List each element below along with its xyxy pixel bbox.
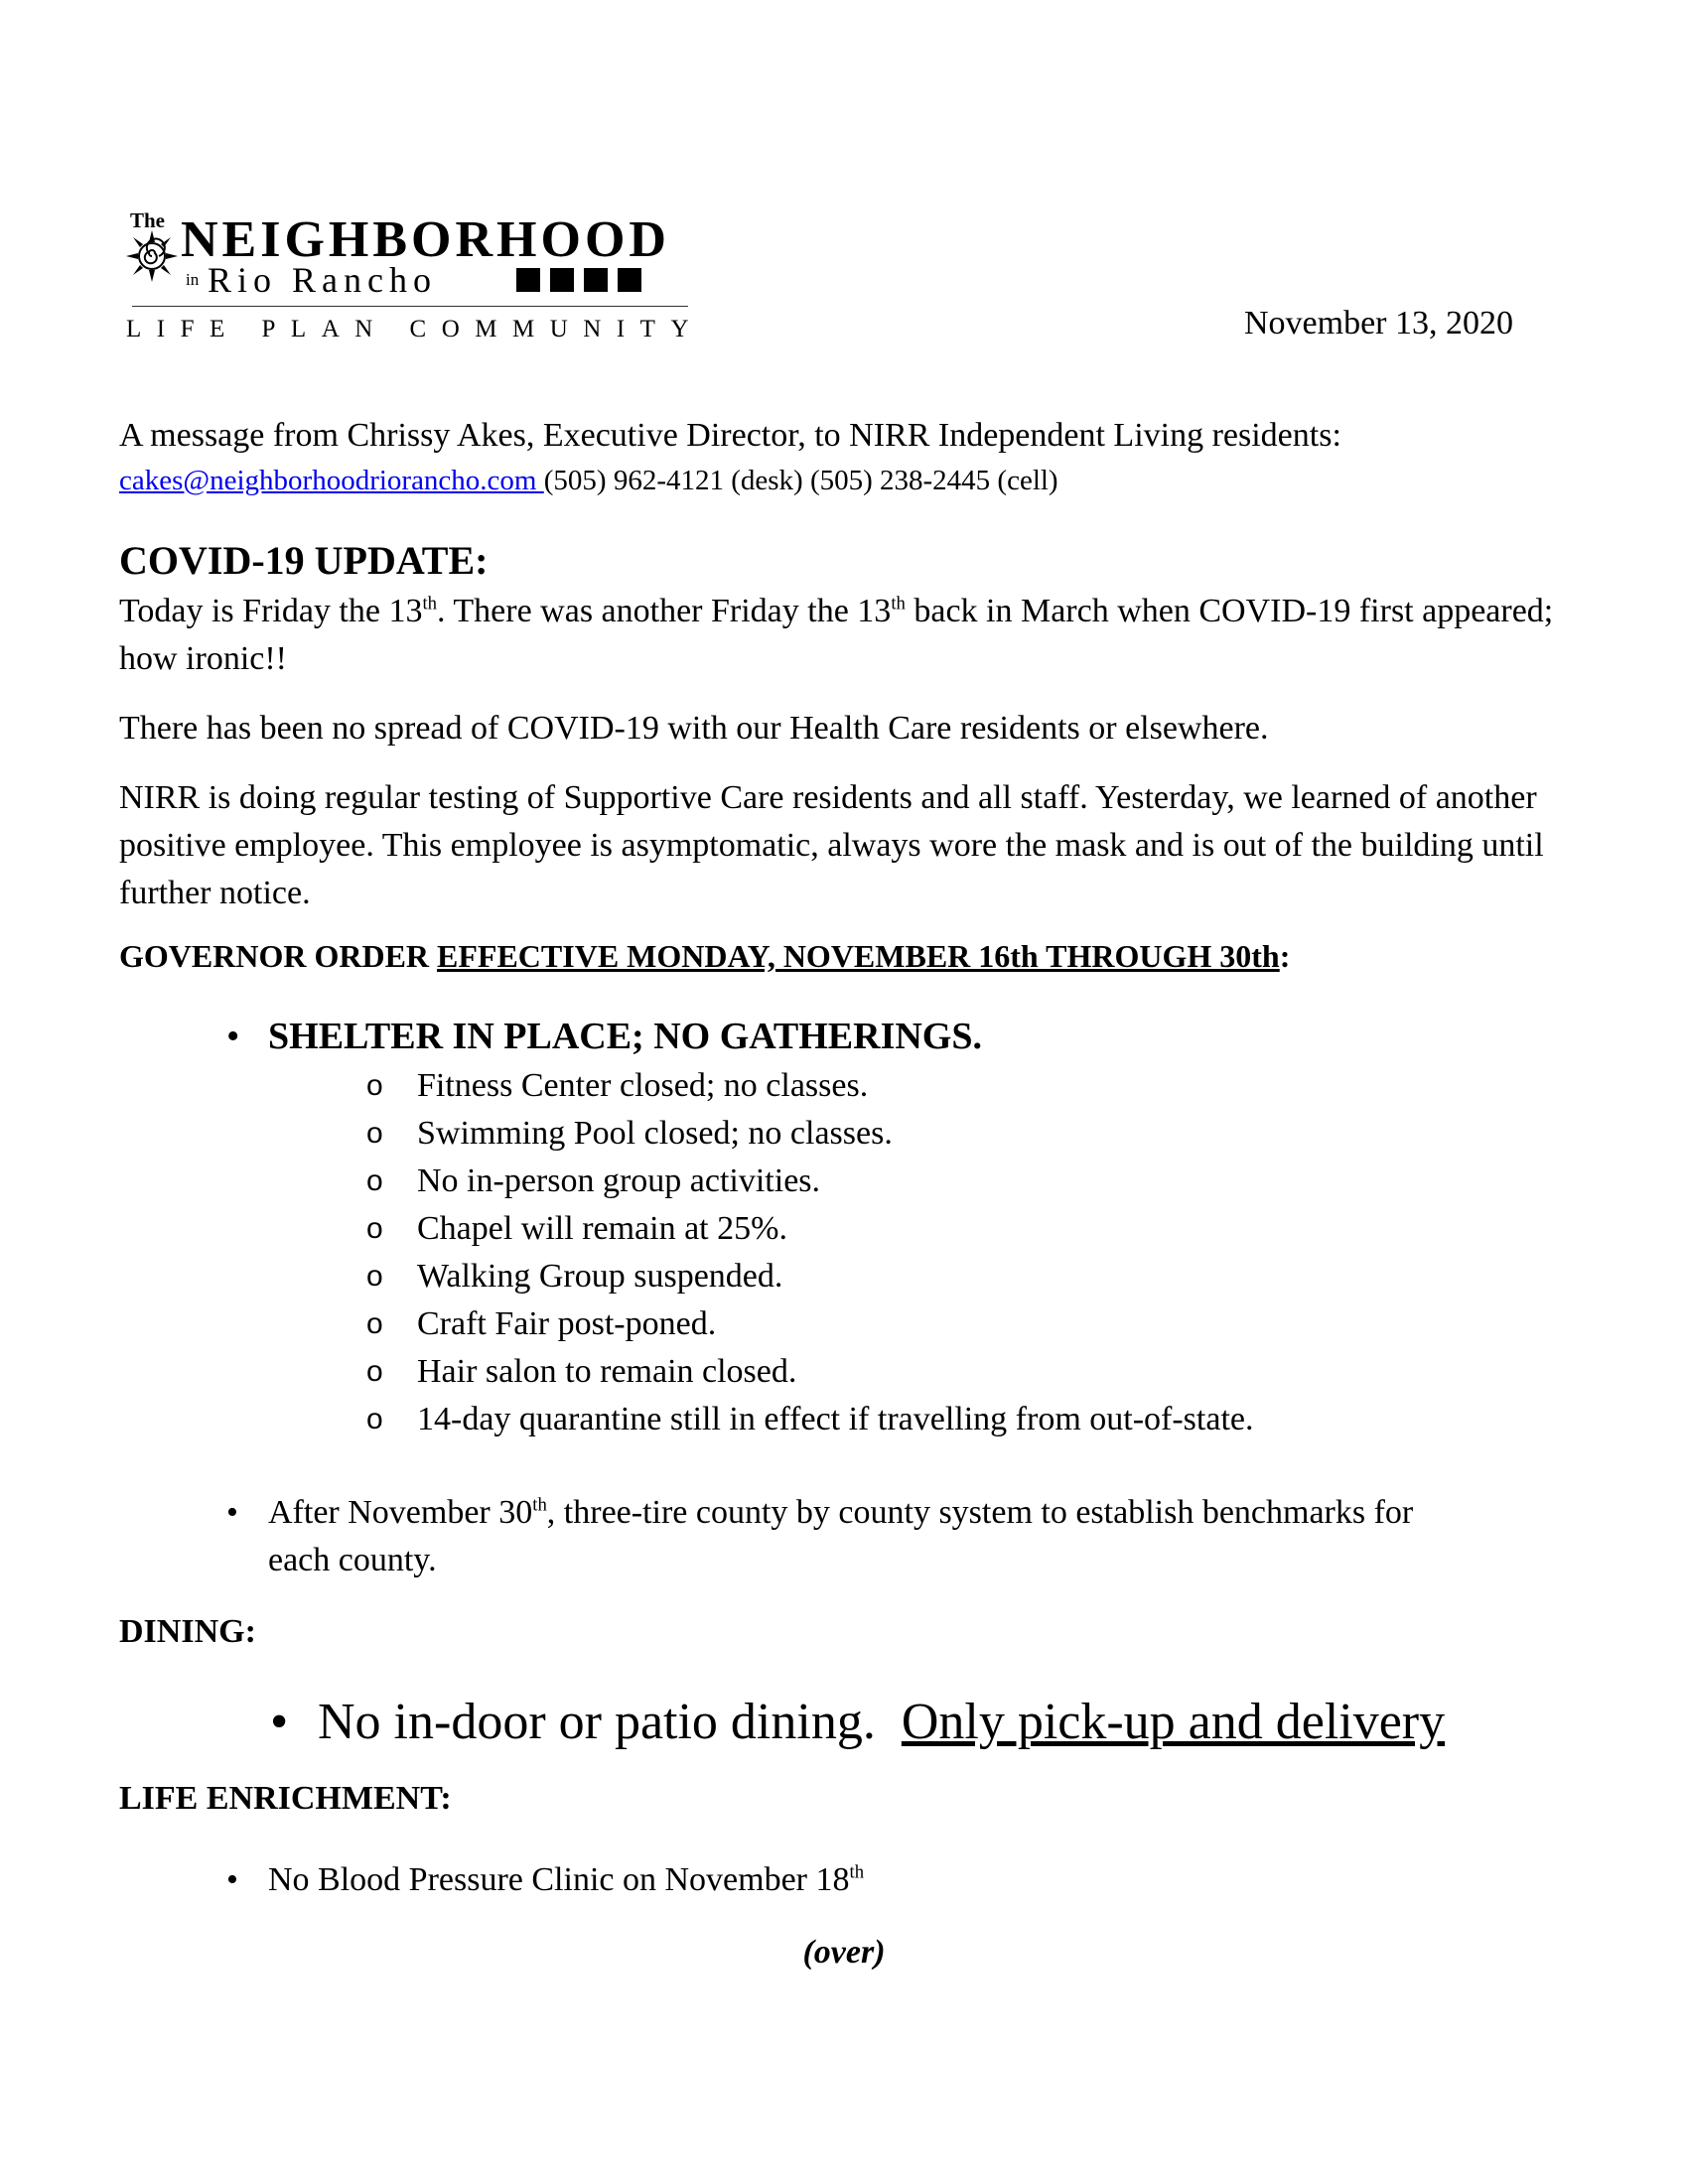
- circle-bullet-icon: o: [366, 1212, 383, 1245]
- contact-line: [119, 457, 1569, 504]
- list-item: [366, 1300, 717, 1348]
- dining-bullet: [270, 1688, 1446, 1757]
- list-item-text: Craft Fair post-poned.: [417, 1305, 717, 1342]
- list-item-text: Swimming Pool closed; no classes.: [417, 1115, 893, 1152]
- circle-bullet-icon: o: [366, 1355, 383, 1388]
- governor-heading-colon: :: [1279, 938, 1291, 974]
- list-item: [366, 1062, 869, 1110]
- list-item: [366, 1396, 1254, 1443]
- phone-numbers: (505) 962-4121 (desk) (505) 238-2445 (cell): [543, 465, 1058, 496]
- covid-p1-sup-2: th: [891, 593, 906, 614]
- list-item-text: No in-person group activities.: [417, 1162, 821, 1199]
- list-item: [366, 1110, 893, 1158]
- covid-p1-part-c: back in March when COVID-19 first appeared; how ironic!!: [119, 593, 1554, 677]
- governor-heading-part-a: GOVERNOR ORDER: [119, 938, 438, 974]
- covid-p1-part-b: . There was another Friday the 13: [437, 593, 892, 629]
- letter-date: November 13, 2020: [1243, 305, 1513, 341]
- covid-paragraph-3: NIRR is doing regular testing of Supportive Care residents and all staff. Yesterday, we learned of another positive employee. This employee is asymptomatic, always wore the mask and is out of the building until further notice.: [119, 779, 1544, 911]
- dining-pickup-delivery-text: Only pick-up and delivery: [901, 1694, 1446, 1750]
- list-item: [366, 1205, 787, 1253]
- blood-pressure-text: No Blood Pressure Clinic on November 18: [268, 1861, 850, 1898]
- covid-heading: COVID-19 UPDATE:: [119, 538, 489, 583]
- logo-place-text: Rio Rancho: [208, 260, 437, 300]
- after-november-bullet: [226, 1489, 1460, 1584]
- dining-text: No in-door or patio dining.: [318, 1694, 902, 1750]
- list-item: [366, 1348, 797, 1396]
- blood-pressure-bullet: [226, 1856, 865, 1904]
- list-item-text: Hair salon to remain closed.: [417, 1353, 797, 1390]
- circle-bullet-icon: o: [366, 1307, 383, 1340]
- blood-pressure-sup: th: [849, 1861, 865, 1883]
- sun-spiral-logo-icon: [124, 228, 180, 284]
- over-page-note: (over): [802, 1934, 886, 1971]
- bullet-dot-icon: •: [270, 1694, 289, 1750]
- dining-heading: DINING:: [119, 1613, 256, 1650]
- list-item: [366, 1253, 783, 1300]
- list-item-text: Fitness Center closed; no classes.: [417, 1067, 869, 1104]
- logo-divider: [132, 306, 688, 307]
- logo-squares-decoration: [516, 268, 641, 292]
- after-text-part-b: , three-tire county by county system to establish benchmarks for each county.: [268, 1494, 1414, 1578]
- governor-order-heading: [119, 938, 1290, 975]
- covid-p1-part-a: Today is Friday the 13: [119, 593, 423, 629]
- shelter-in-place-bullet: [226, 1013, 982, 1060]
- organization-logo: [124, 208, 704, 347]
- covid-p1-sup-1: th: [422, 593, 438, 614]
- list-item-text: Chapel will remain at 25%.: [417, 1210, 787, 1247]
- list-item-text: 14-day quarantine still in effect if travelling from out-of-state.: [417, 1401, 1254, 1437]
- list-item: [366, 1158, 821, 1205]
- email-link[interactable]: cakes@neighborhoodriorancho.com: [119, 465, 544, 496]
- circle-bullet-icon: o: [366, 1260, 383, 1293]
- covid-paragraph-1: [119, 588, 1569, 683]
- covid-paragraph-2: There has been no spread of COVID-19 with our Health Care residents or elsewhere.: [119, 710, 1269, 747]
- logo-name-text: NEIGHBORHOOD: [181, 211, 670, 268]
- logo-the-text: The: [130, 208, 166, 232]
- governor-heading-effective-dates: EFFECTIVE MONDAY, NOVEMBER 16th THROUGH 30th: [437, 938, 1280, 974]
- bullet-dot-icon: •: [226, 1016, 240, 1057]
- life-enrichment-heading: LIFE ENRICHMENT:: [119, 1780, 452, 1817]
- logo-tagline: LIFE PLAN COMMUNITY: [126, 316, 704, 342]
- circle-bullet-icon: o: [366, 1069, 383, 1102]
- circle-bullet-icon: o: [366, 1117, 383, 1150]
- circle-bullet-icon: o: [366, 1164, 383, 1197]
- intro-line: A message from Chrissy Akes, Executive Director, to NIRR Independent Living residents:: [119, 417, 1341, 454]
- logo-in-text: in: [186, 270, 200, 289]
- list-item-text: Walking Group suspended.: [417, 1258, 783, 1295]
- bullet-dot-icon: •: [226, 1861, 238, 1898]
- after-text-part-a: After November 30: [268, 1494, 533, 1531]
- shelter-in-place-text: SHELTER IN PLACE; NO GATHERINGS.: [268, 1016, 982, 1057]
- after-sup: th: [532, 1494, 547, 1516]
- circle-bullet-icon: o: [366, 1403, 383, 1435]
- bullet-dot-icon: •: [226, 1494, 238, 1531]
